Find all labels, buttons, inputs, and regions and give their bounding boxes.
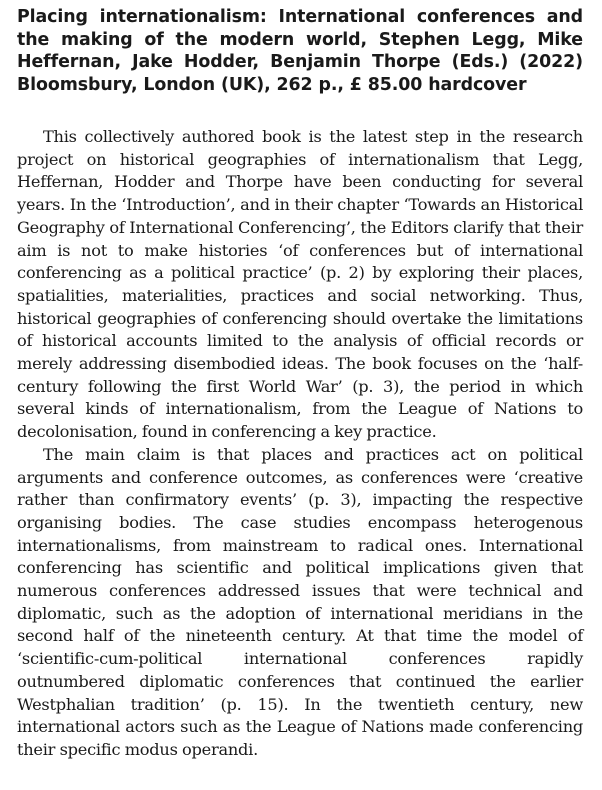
- review-title: Placing internationalism: International conferences and the making of the modern world, Stephen Legg, Mike Heffernan, Jake Hodder, Benjamin Thorpe (Eds.) (2022) Bloomsbury, London (UK), 262 p., £ 85.00 hardcover: [17, 7, 583, 95]
- review-body: [17, 126, 583, 762]
- body-paragraph-2: The main claim is that places and practices act on political arguments and conference outcomes, as conferences were ‘creative rather than confirmatory events’ (p. 3), impacting the respective organising bodies. The case studies encompass heterogenous internationalisms, from mainstream to radical ones. International conferencing has scientific and political implications given that numerous conferences addressed issues that were technical and diplomatic, such as the adoption of international meridians in the second half of the nineteenth century. At that time the model of ‘scientific-cum-political international conferences rapidly outnumbered diplomatic conferences that continued the earlier Westphalian tradition’ (p. 15). In the twentieth century, new international actors such as the League of Nations made conferencing their specific modus operandi.: [17, 444, 583, 759]
- body-paragraph-1: This collectively authored book is the latest step in the research project on historical geographies of internationalism that Legg, Heffernan, Hodder and Thorpe have been conducting for several years. In the ‘Introduction’, and in their chapter ‘Towards an Historical Geography of International Conferencing’, the Editors clarify that their aim is not to make histories ‘of conferences but of international conferencing as a political practice’ (p. 2) by exploring their places, spatialities, materialities, practices and social networking. Thus, historical geographies of conferencing should overtake the limitations of historical accounts limited to the analysis of official records or merely addressing disembodied ideas. The book focuses on the ‘half-century following the first World War’ (p. 3), the period in which several kinds of internationalism, from the League of Nations to decolonisation, found in conferencing a key practice.: [17, 127, 583, 442]
- review-page: [17, 6, 583, 762]
